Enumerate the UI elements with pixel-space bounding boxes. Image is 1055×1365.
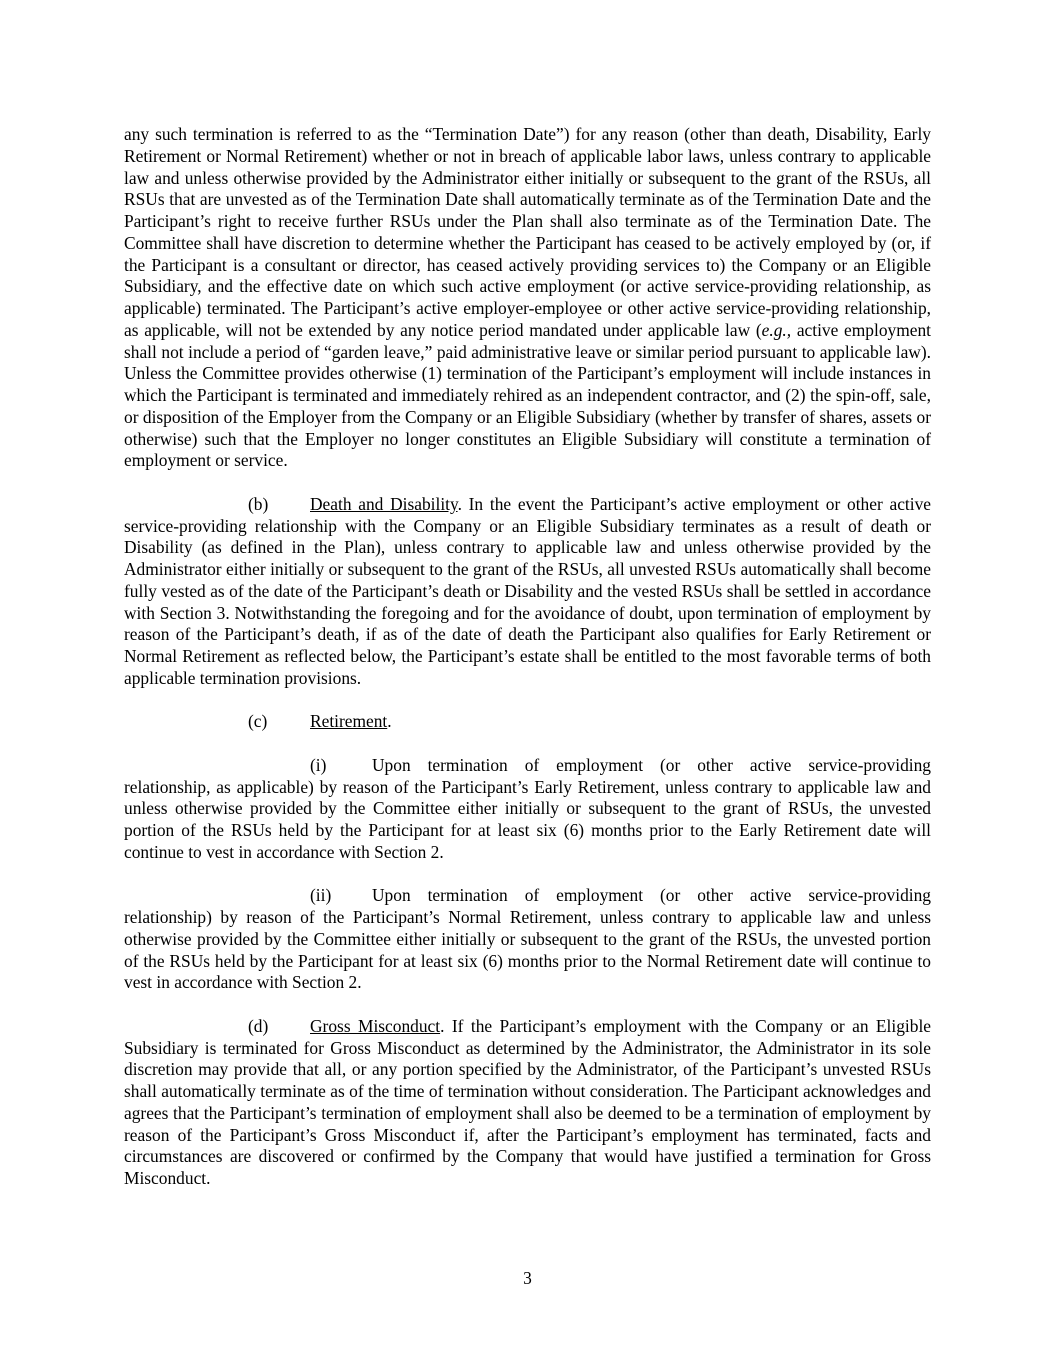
section-c-heading [124,711,931,733]
document-body [124,124,931,1190]
section-b-text: . In the event the Participant’s active employment or other active service-providing relationship with the Company or an Eligible Subsidiary terminates as a result of death or Disability (as defined in the Plan), unless contrary to applicable law and unless otherwise provided by the Administrator either initially or subsequent to the grant of the RSUs, all unvested RSUs automatically shall become fully vested as of the date of the Participant’s death or Disability and the vested RSUs shall be settled in accordance with Section 3. Notwithstanding the foregoing and for the avoidance of doubt, upon termination of employment by reason of the Participant’s death, if as of the date of death the Participant also qualifies for Early Retirement or Normal Retirement as reflected below, the Participant’s estate shall be entitled to the most favorable terms of both applicable termination provisions. [124,493,931,688]
continuation-paragraph [124,124,931,472]
eg-abbreviation: e.g., [761,319,792,340]
continuation-text: any such termination is referred to as the “Termination Date”) for any reason (other than death, Disability, Early Retirement or Normal Retirement) whether or not in breach of applicable labor laws, unless contrary to applicable law and unless otherwise provided by the Administrator either initially or subsequent to the grant of the RSUs, all RSUs that are unvested as of the Termination Date shall automatically terminate as of the Termination Date and the Participant’s right to receive further RSUs under the Plan shall also terminate as of the Termination Date. The Committee shall have discretion to determine whether the Participant has ceased to be actively employed by (or, if the Participant is a consultant or director, has ceased actively providing services to) the Company or an Eligible Subsidiary, and the effective date on which such active employment (or active service-providing relationship, as applicable) terminated. The Participant’s active employer-employee or other active service-providing relationship, as applicable, will not be extended by any notice period mandated under applicable law ( [124,124,931,340]
section-c-i-label: (i) [310,754,327,775]
page-number: 3 [523,1268,532,1288]
section-c-ii-text: Upon termination of employment (or other active service-providing relationship) by reason of the Participant’s Normal Retirement, unless contrary to applicable law and unless otherwise provided by the Committee either initially or subsequent to the grant of the RSUs, the unvested portion of the RSUs held by the Participant for at least six (6) months prior to the Normal Retirement date will continue to vest in accordance with Section 2. [124,885,931,993]
section-b-label: (b) [248,493,269,514]
section-c-title: Retirement [310,711,388,732]
section-c-punct: . [387,711,392,732]
section-d-paragraph [124,1016,931,1190]
section-b-title: Death and Disability [310,493,458,514]
section-d-label: (d) [248,1015,269,1036]
section-b-paragraph [124,494,931,690]
section-d-text: . If the Participant’s employment with the Company or an Eligible Subsidiary is terminated for Gross Misconduct as determined by the Administrator, the Administrator in its sole discretion may provide that all, or any portion specified by the Administrator, of the Participant’s unvested RSUs shall automatically terminate as of the time of termination without consideration. The Participant acknowledges and agrees that the Participant’s termination of employment shall also be deemed to be a termination of employment by reason of the Participant’s Gross Misconduct if, after the Participant’s employment has terminated, facts and circumstances are discovered or confirmed by the Company that would have justified a termination for Gross Misconduct. [124,1015,931,1188]
section-c-i-paragraph [124,755,931,864]
section-c-ii-paragraph [124,885,931,994]
section-c-ii-label: (ii) [310,885,332,906]
section-d-title: Gross Misconduct [310,1015,441,1036]
section-c-i-text: Upon termination of employment (or other active service-providing relationship, as applicable) by reason of the Participant’s Early Retirement, unless contrary to applicable law and unless otherwise provided by the Committee either initially or subsequent to the grant of RSUs, the unvested portion of the RSUs held by the Participant for at least six (6) months prior to the Early Retirement date will continue to vest in accordance with Section 2. [124,754,931,862]
section-c-label: (c) [248,711,268,732]
continuation-text-tail: active employment shall not include a period of “garden leave,” paid administrative leave or similar period pursuant to applicable law). Unless the Committee provides otherwise (1) termination of the Participant’s employment will include instances in which the Participant is terminated and immediately rehired as an independent contractor, and (2) the spin-off, sale, or disposition of the Employer from the Company or an Eligible Subsidiary (whether by transfer of shares, assets or otherwise) such that the Employer no longer constitutes an Eligible Subsidiary will constitute a termination of employment or service. [124,319,931,471]
